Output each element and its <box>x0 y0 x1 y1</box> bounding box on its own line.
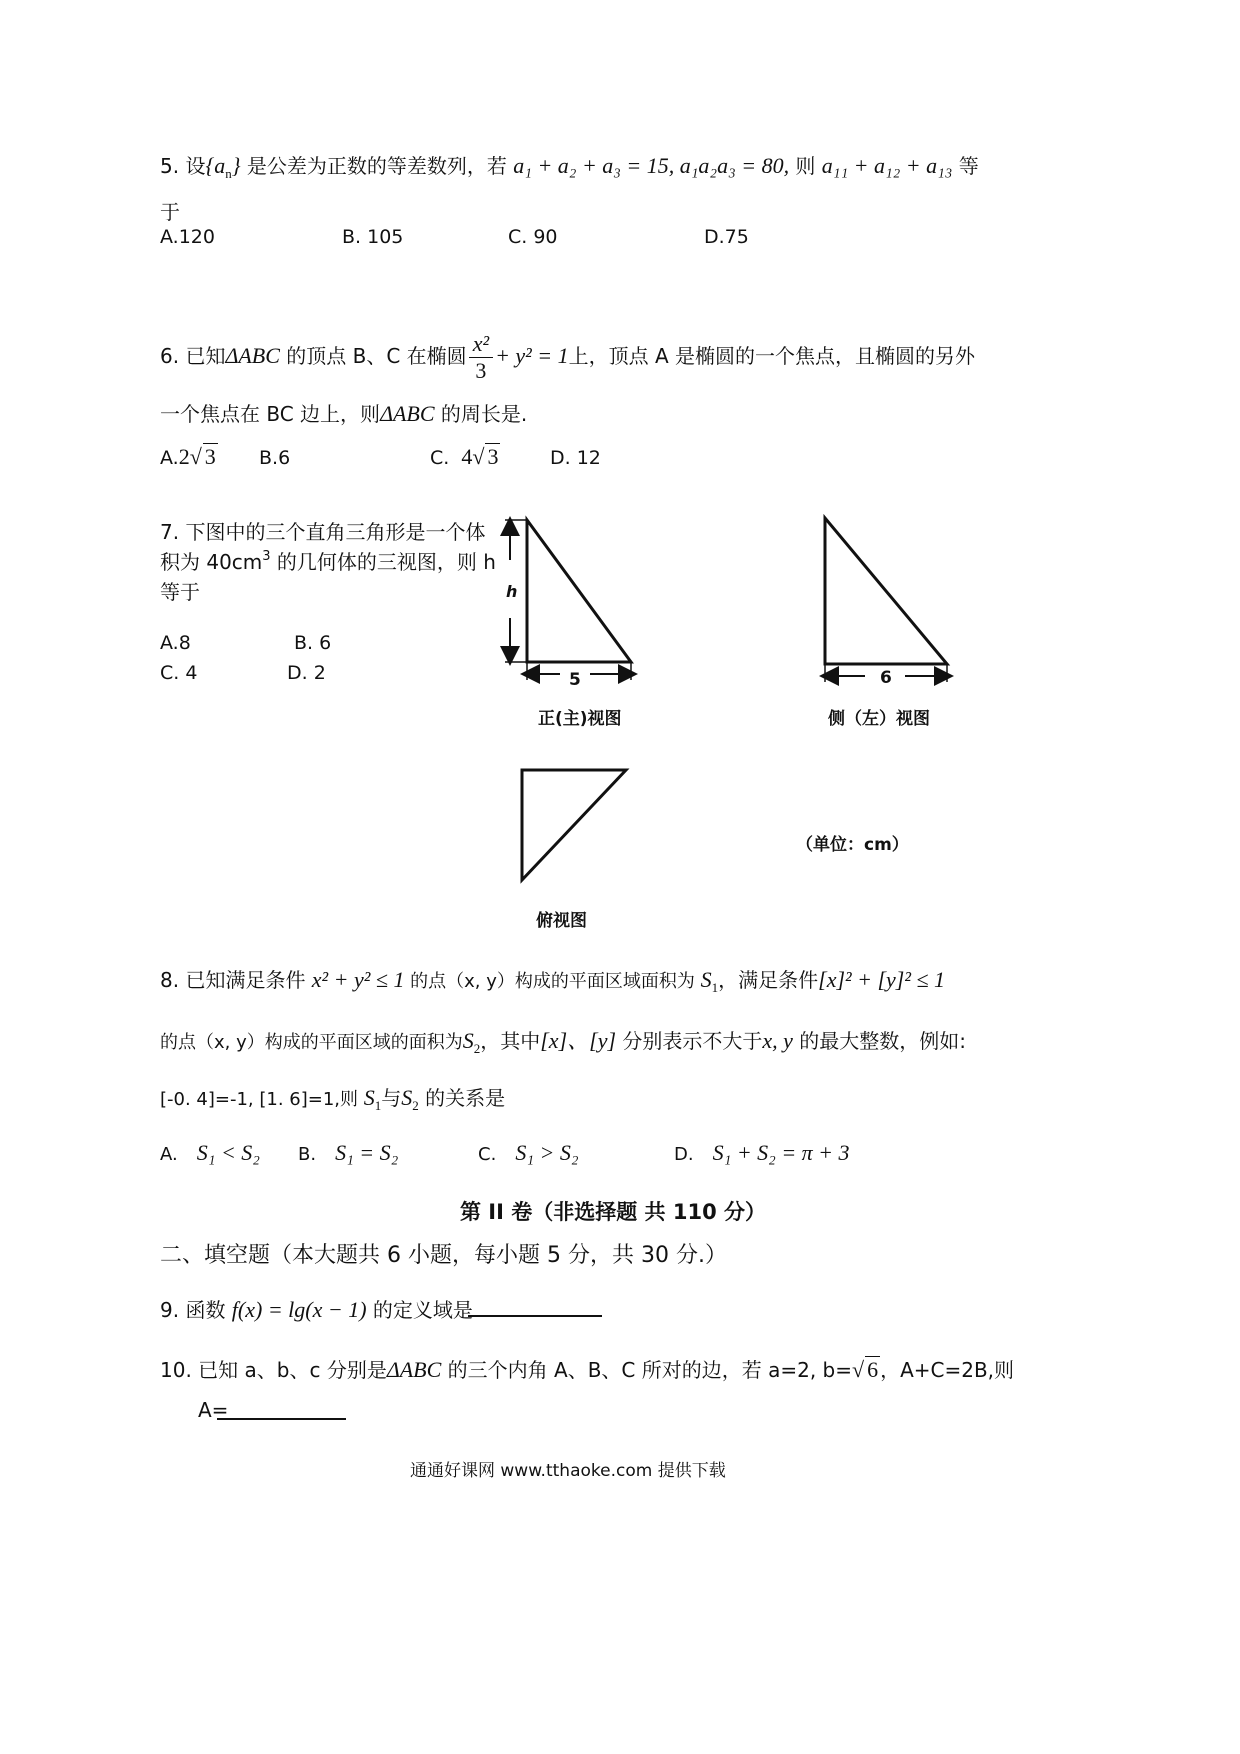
side-view-base-label: 6 <box>880 668 892 688</box>
q8-opt-a-expr: S₁ < S₂ <box>196 1140 260 1165</box>
q7-line1: 7. 下图中的三个直角三角形是一个体 <box>160 520 486 544</box>
q6-line2-b: 的周长是. <box>434 402 528 426</box>
q5-seq-close: } <box>231 153 241 178</box>
q5-seq-open: {a <box>205 153 226 178</box>
q8-s1-sub: 1 <box>711 980 719 995</box>
q8-line3-s2-sub: 2 <box>412 1098 419 1113</box>
q9-line <box>160 1294 473 1323</box>
q6-opt-c-radical-sign: √ <box>472 444 485 469</box>
q8-option-b <box>298 1140 398 1166</box>
q5-line2: 于 <box>160 200 180 224</box>
q8-opt-c-expr: S₁ > S₂ <box>515 1140 579 1165</box>
unit-label: （单位：cm） <box>796 835 909 855</box>
q8-line1-b: 的点（x, y）构成的平面区域面积为 <box>404 971 701 992</box>
q5-text-mid: 是公差为正数的等差数列，若 <box>240 154 514 178</box>
q8-line2-a: 的点（x, y）构成的平面区域的面积为 <box>160 1032 463 1053</box>
side-view-triangle <box>825 518 947 664</box>
q8-line2-c: 分别表示不大于 <box>616 1029 763 1053</box>
q10-text-a: 10. 已知 a、b、c 分别是 <box>160 1358 387 1382</box>
q8-line3-b: 与 <box>381 1086 402 1110</box>
q6-frac-den: 3 <box>475 358 487 383</box>
q10-line1 <box>160 1354 1014 1383</box>
q8-option-a <box>160 1140 260 1166</box>
front-view-caption: 正(主)视图 <box>538 709 622 729</box>
q8-line3-s1 <box>363 1085 382 1113</box>
q10-radical-sign: √ <box>852 1357 865 1382</box>
q8-s1 <box>700 967 719 995</box>
q7-line2-sup: 3 <box>262 549 271 564</box>
q5-option-c: C. 90 <box>508 226 558 248</box>
q8-opt-a-label: A. <box>160 1144 178 1165</box>
q5-option-a: A.120 <box>160 226 215 248</box>
q8-xy: x, y <box>762 1028 793 1053</box>
q10-line2: A= <box>198 1398 229 1422</box>
front-view-base-label: 5 <box>569 670 581 690</box>
q8-s2 <box>462 1028 481 1056</box>
q8-s2-letter: S <box>462 1028 474 1053</box>
q5-target: a₁₁ + a₁₂ + a₁₃ <box>821 153 953 178</box>
q9-text-b: 的定义域是 <box>366 1298 473 1322</box>
q7-line3: 等于 <box>160 580 200 604</box>
q6-eq-rest: + y² = 1 <box>495 343 569 368</box>
q5-option-d: D.75 <box>704 226 749 248</box>
q6-opt-c-label: C. <box>430 447 450 469</box>
q8-opt-b-label: B. <box>298 1144 317 1165</box>
section2-title: 第 II 卷（非选择题 共 110 分） <box>460 1200 767 1224</box>
page-footer: 通通好课网 www.tthaoke.com 提供下载 <box>410 1461 726 1481</box>
q6-opt-a-radical-sign: √ <box>189 444 202 469</box>
q8-line1 <box>160 964 945 996</box>
q8-opt-d-expr: S₁ + S₂ = π + 3 <box>712 1140 850 1165</box>
q8-s1-letter: S <box>700 967 712 992</box>
q5-text-end: 等 <box>952 154 979 178</box>
q8-opt-d-label: D. <box>674 1144 694 1165</box>
q8-brackets: [x]、[y] <box>540 1028 617 1053</box>
q8-opt-b-expr: S₁ = S₂ <box>335 1140 399 1165</box>
q8-line3 <box>160 1082 505 1114</box>
q6-option-d: D. 12 <box>550 447 601 469</box>
top-view-triangle <box>522 770 626 880</box>
q6-frac-num: x² <box>469 331 493 358</box>
q8-line3-a: [-0. 4]=-1, [1. 6]=1,则 <box>160 1089 364 1110</box>
q8-option-d <box>674 1140 850 1166</box>
front-view-h-label: h <box>506 582 518 601</box>
q10-triangle: ΔABC <box>386 1357 442 1382</box>
q7-option-b: B. 6 <box>294 632 332 654</box>
q7-option-a: A.8 <box>160 632 191 654</box>
front-view-triangle <box>527 520 631 662</box>
q5-seq-sub: n <box>225 166 232 181</box>
q8-line1-c: ，满足条件 <box>718 968 819 992</box>
q8-line3-s1-sub: 1 <box>374 1098 382 1113</box>
q6-triangle: ΔABC <box>225 343 280 368</box>
q8-cond2: [x]² + [y]² ≤ 1 <box>818 967 946 992</box>
q6-option-b: B.6 <box>259 447 291 469</box>
q10-text-b: 的三个内角 A、B、C 所对的边，若 a=2, b= <box>441 1358 852 1382</box>
q6-opt-a-coef: 2 <box>178 444 190 469</box>
q8-cond1: x² + y² ≤ 1 <box>311 967 405 992</box>
q6-text-c: 上，顶点 A 是椭圆的一个焦点，且椭圆的另外 <box>568 344 976 368</box>
q6-text-a: 6. 已知 <box>160 344 226 368</box>
q8-line2-b: ，其中 <box>480 1029 541 1053</box>
q8-s2-sub: 2 <box>473 1041 481 1056</box>
q9-text-a: 9. 函数 <box>160 1298 232 1322</box>
q6-text-b: 的顶点 B、C 在椭圆 <box>279 344 467 368</box>
q8-line2-d: 的最大整数，例如: <box>792 1029 967 1053</box>
q6-triangle-2: ΔABC <box>380 401 435 426</box>
q5-option-b: B. 105 <box>342 226 404 248</box>
q7-line2-a: 积为 40cm <box>160 550 263 574</box>
q8-line3-c: 的关系是 <box>418 1086 506 1110</box>
q8-line3-s2 <box>401 1085 419 1113</box>
q5-text-then: 则 <box>789 154 822 178</box>
q7-option-c: C. 4 <box>160 662 198 684</box>
q6-opt-c-radicand: 3 <box>487 444 499 469</box>
q6-opt-a-radicand: 3 <box>204 444 216 469</box>
q8-line3-s1-letter: S <box>363 1085 375 1110</box>
q5-text-start: 5. 设 <box>160 154 206 178</box>
q8-line3-s2-letter: S <box>401 1085 413 1110</box>
top-view-caption: 俯视图 <box>536 911 587 931</box>
q6-opt-a-label: A. <box>160 447 179 469</box>
q8-opt-c-label: C. <box>478 1144 497 1165</box>
q8-line1-a: 8. 已知满足条件 <box>160 968 312 992</box>
q8-option-c <box>478 1140 579 1166</box>
q9-func: f(x) = lg(x − 1) <box>231 1297 367 1322</box>
q6-opt-c-coef: 4 <box>461 444 473 469</box>
q8-line2 <box>160 1024 966 1057</box>
section2-heading: 二、填空题（本大题共 6 小题，每小题 5 分，共 30 分.） <box>160 1243 727 1268</box>
q5-cond: a₁ + a₂ + a₃ = 15, a₁a₂a₃ = 80, <box>513 153 790 178</box>
q7-option-d: D. 2 <box>287 662 326 684</box>
side-view-caption: 侧（左）视图 <box>828 709 930 729</box>
q6-line2-a: 一个焦点在 BC 边上，则 <box>160 402 381 426</box>
q10-text-c: ，A+C=2B,则 <box>880 1358 1015 1382</box>
q10-radicand: 6 <box>867 1357 879 1382</box>
q7-line2-b: 的几何体的三视图，则 h <box>270 550 496 574</box>
